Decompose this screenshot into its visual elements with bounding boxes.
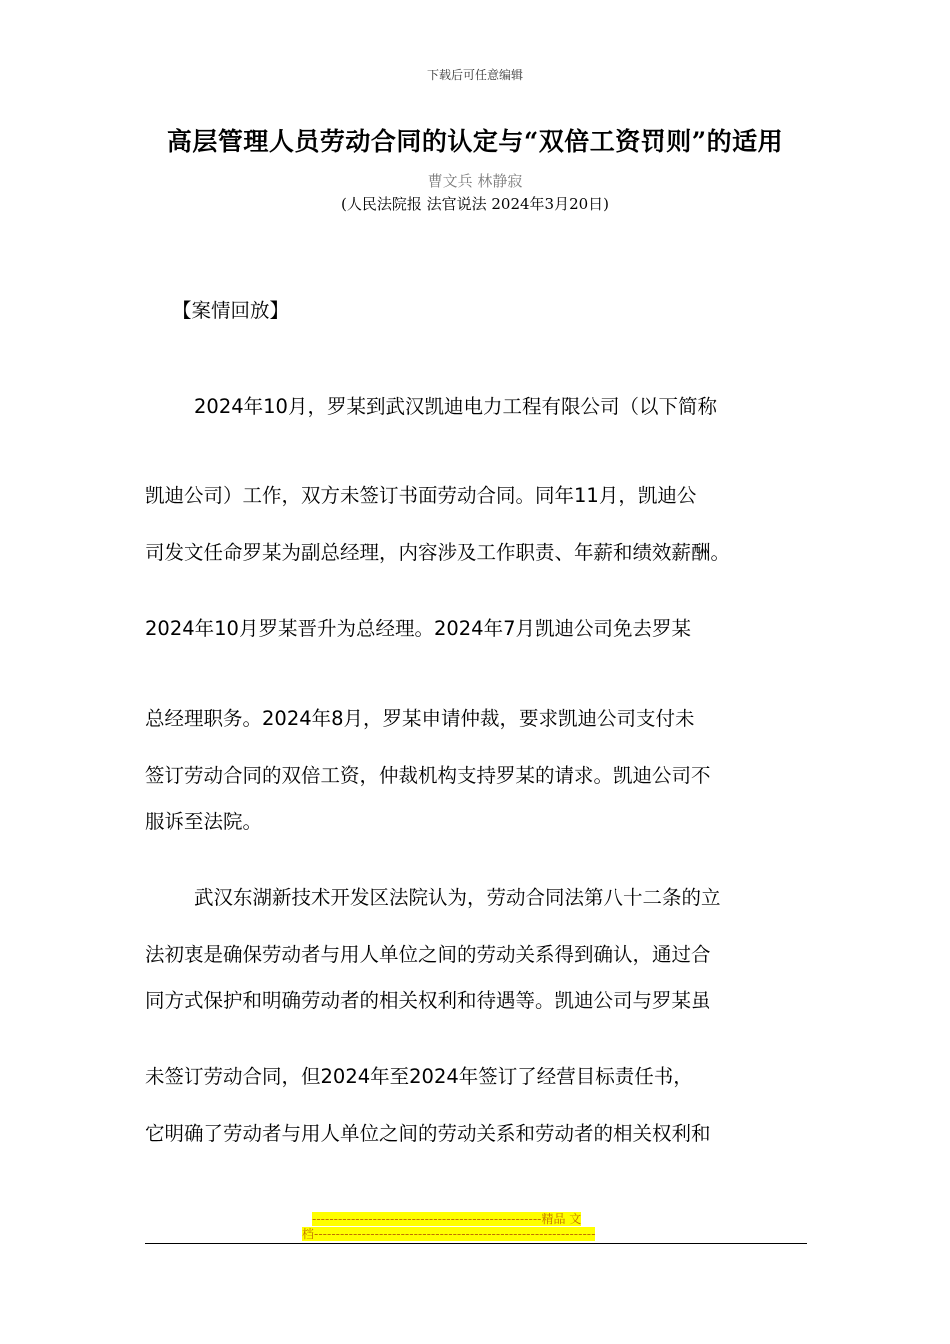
footer-watermark-text: -----------------------------------------------------精品 文 xyxy=(312,1212,582,1226)
authors: 曹文兵 林静寂 xyxy=(427,172,523,190)
footer-watermark-text: 档----------------------------------------------------------------- xyxy=(302,1227,596,1241)
footer-divider xyxy=(145,1243,807,1244)
paragraph-line: 同方式保护和明确劳动者的相关权利和待遇等。凯迪公司与罗某虽 xyxy=(145,989,711,1012)
document-title: 高层管理人员劳动合同的认定与“双倍工资罚则”的适用 xyxy=(166,127,784,156)
footer-watermark-line-1 xyxy=(312,1212,662,1227)
footer-watermark-line-2 xyxy=(302,1227,652,1242)
paragraph-line: 武汉东湖新技术开发区法院认为，劳动合同法第八十二条的立 xyxy=(194,886,721,909)
paragraph-line: 签订劳动合同的双倍工资，仲裁机构支持罗某的请求。凯迪公司不 xyxy=(145,764,711,787)
paragraph-line: 司发文任命罗某为副总经理，内容涉及工作职责、年薪和绩效薪酬。 xyxy=(145,541,731,564)
paragraph-line: 2024年10月罗某晋升为总经理。2024年7月凯迪公司免去罗某 xyxy=(145,617,691,640)
paragraph-line: 2024年10月，罗某到武汉凯迪电力工程有限公司（以下简称 xyxy=(194,395,717,418)
paragraph-line: 它明确了劳动者与用人单位之间的劳动关系和劳动者的相关权利和 xyxy=(145,1122,711,1145)
paragraph-line: 总经理职务。2024年8月，罗某申请仲裁，要求凯迪公司支付未 xyxy=(145,707,695,730)
paragraph-line: 未签订劳动合同，但2024年至2024年签订了经营目标责任书， xyxy=(145,1065,693,1088)
paragraph-line: 法初衷是确保劳动者与用人单位之间的劳动关系得到确认，通过合 xyxy=(145,943,711,966)
source-citation: (人民法院报 法官说法 2024年3月20日) xyxy=(340,195,610,213)
section-heading: 【案情回放】 xyxy=(172,299,290,322)
header-note: 下载后可任意编辑 xyxy=(426,68,523,82)
paragraph-line: 凯迪公司）工作，双方未签订书面劳动合同。同年11月，凯迪公 xyxy=(145,484,697,507)
paragraph-line: 服诉至法院。 xyxy=(145,810,263,833)
